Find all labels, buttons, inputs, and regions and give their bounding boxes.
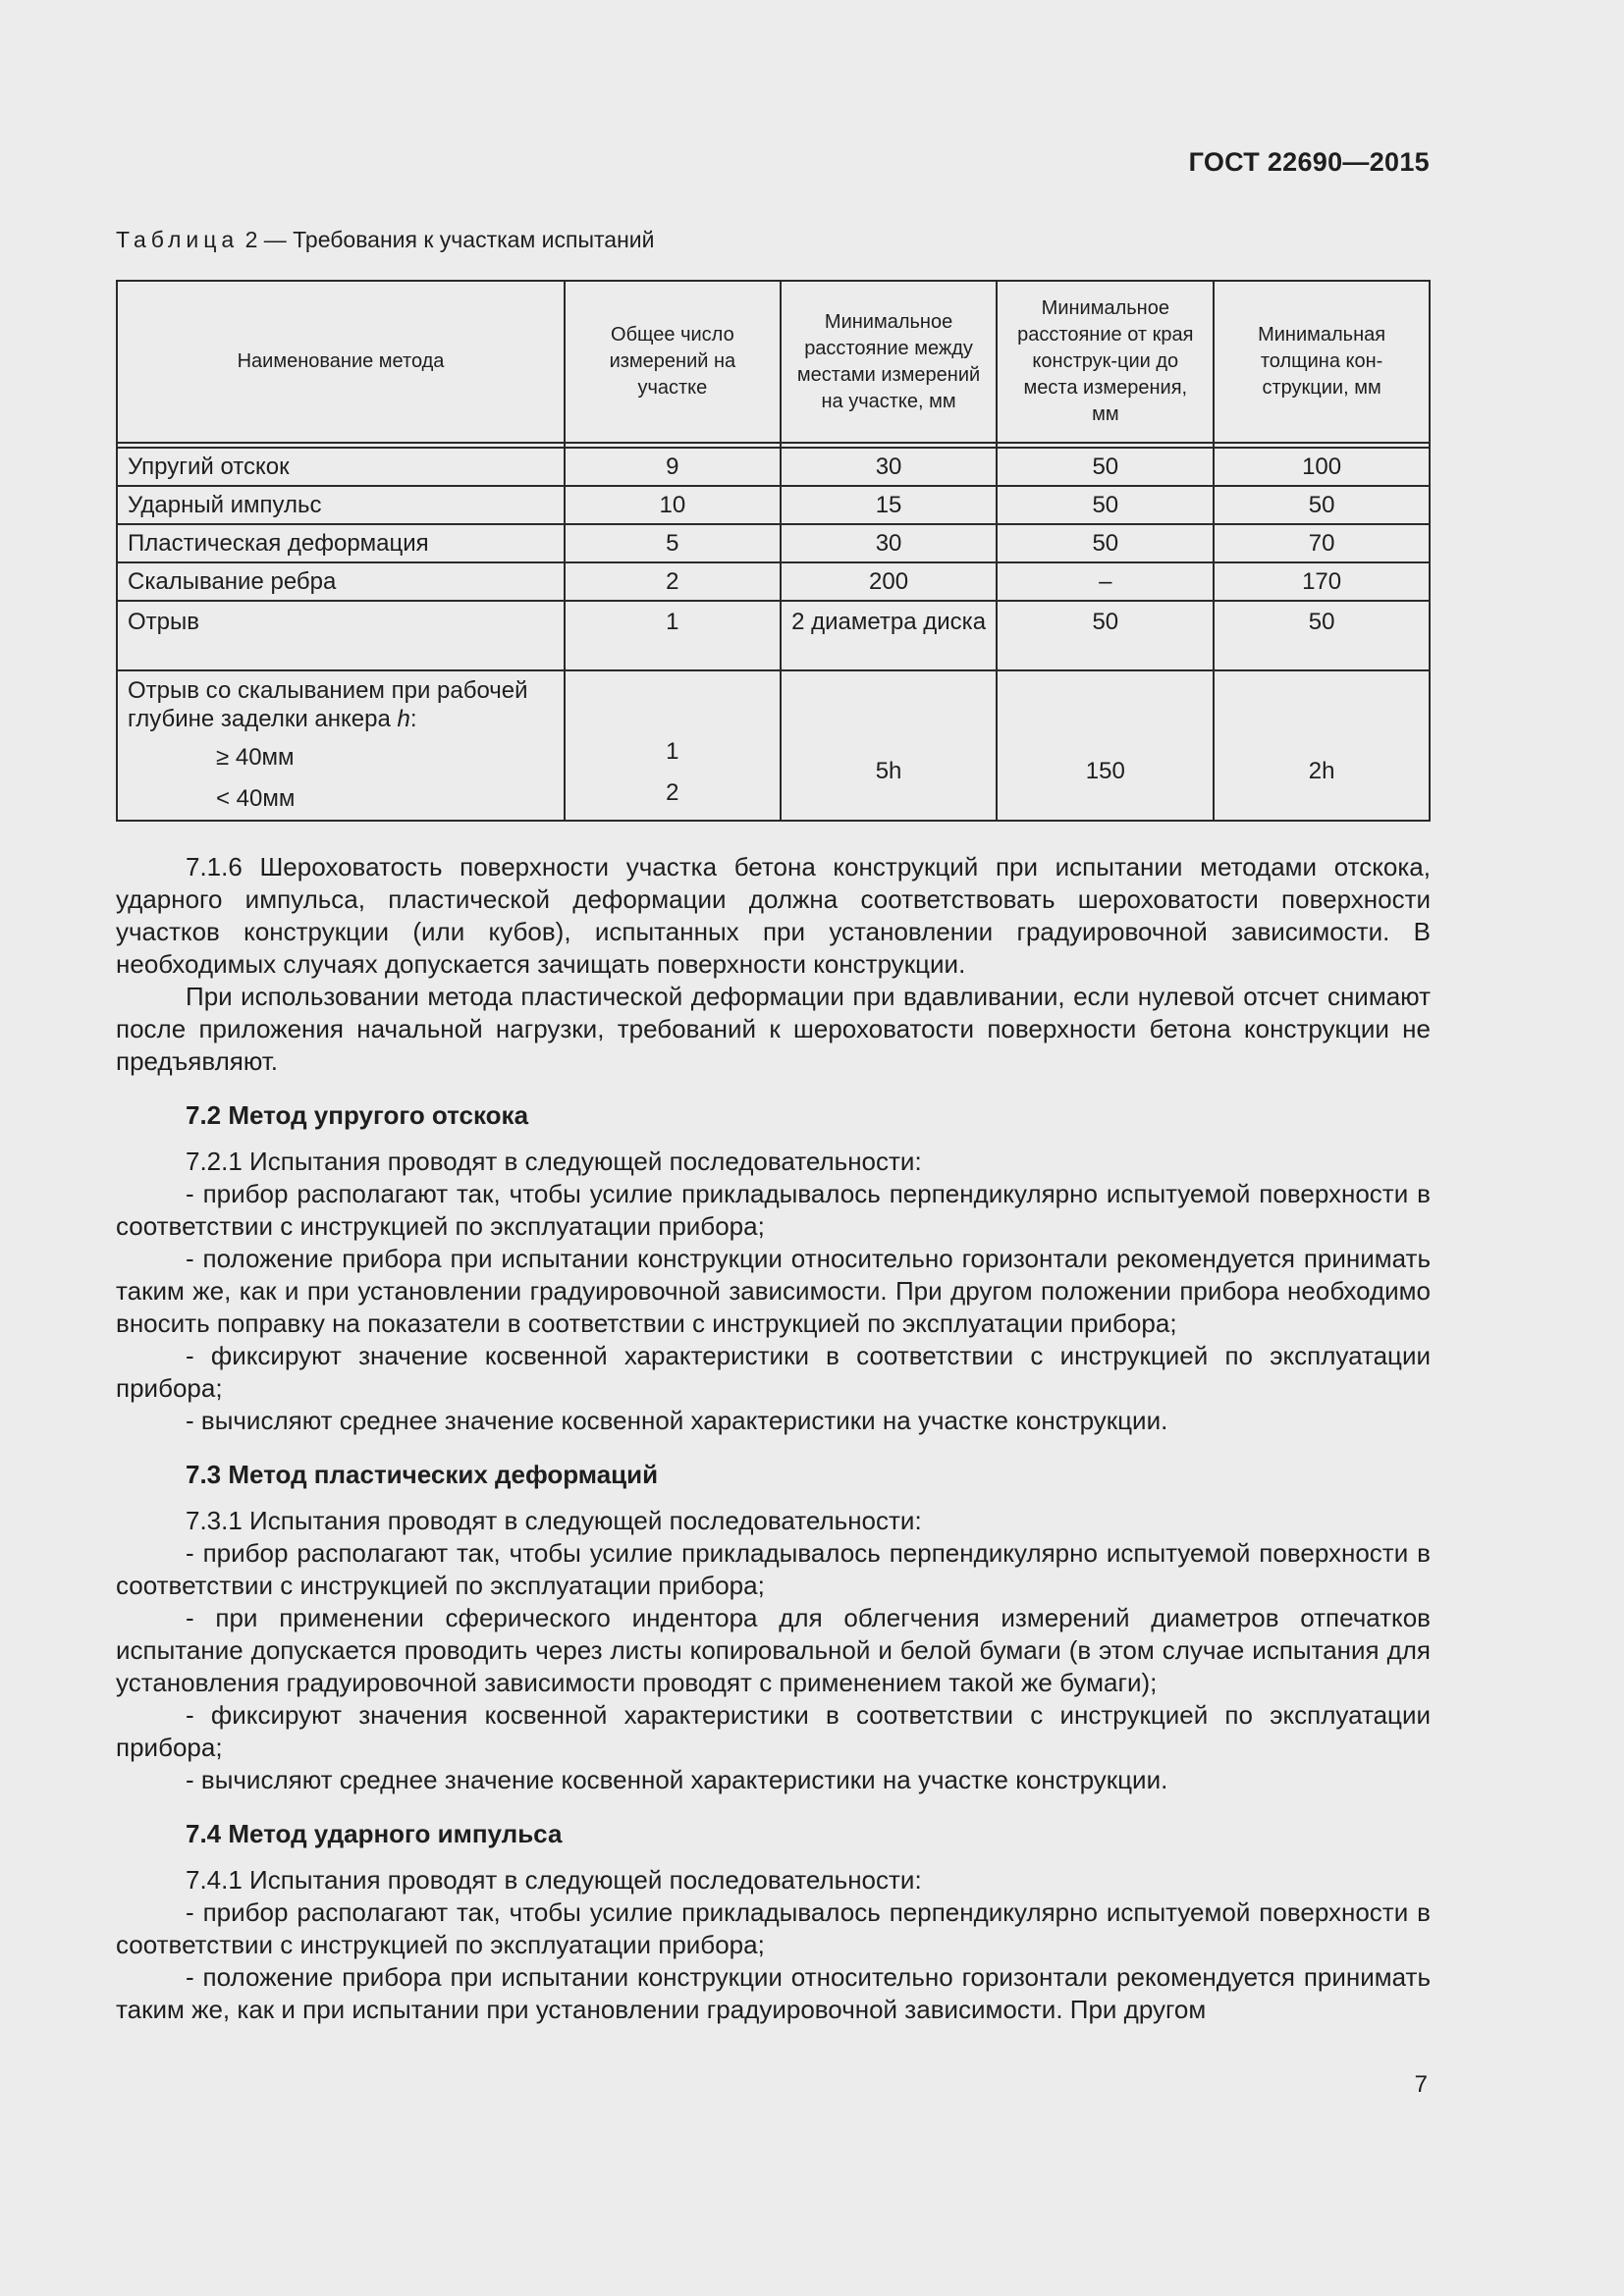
spacing-cell: 30 [781,448,998,486]
table-row [117,601,1430,670]
list-item: - вычисляют среднее значение косвенной характеристики на участке конструкции. [186,1765,1168,1794]
paragraph-7-4-1: 7.4.1 Испытания проводят в следующей последовательности: [186,1865,922,1895]
count-cell: 2 [565,562,781,601]
edge-cell: – [997,562,1214,601]
column-header: Минимальное расстояние между местами измерений на участке, мм [781,281,998,443]
paragraph-7-3-1: 7.3.1 Испытания проводят в следующей последовательности: [186,1506,922,1535]
table-header-row [117,281,1430,443]
spacing-cell: 30 [781,524,998,562]
list-item: - прибор располагают так, чтобы усилие прикладывалось перпендикулярно испытуемой поверхности в соответствии с инструкцией по эксплуатации прибора; [116,1538,1431,1600]
edge-cell: 50 [997,486,1214,524]
depth-condition-ge40: ≥ 40мм [216,744,295,771]
edge-cell: 150 [997,670,1214,821]
table-row [117,524,1430,562]
requirements-table [116,280,1431,822]
count-ge40: 1 [666,738,679,765]
method-name-cell: Скалывание ребра [117,562,565,601]
table-row [117,670,1430,821]
method-name-cell: Упругий отскок [117,448,565,486]
table-caption-title: — Требования к участкам испытаний [257,227,655,252]
list-item: - положение прибора при испытании конструкции относительно горизонтали рекомендуется принимать таким же, как и при установлении градуировочной зависимости. При другом положении прибора необходимо вносить поправку на показатели в соответствии с инструкцией по эксплуатации прибора; [116,1244,1431,1338]
method-name-cell: Пластическая деформация [117,524,565,562]
table-caption-number: 2 [244,227,258,252]
thickness-cell: 2h [1214,670,1430,821]
anchor-depth-variable: h [397,706,410,732]
count-cell [565,670,781,821]
paragraph-7-1-6: 7.1.6 Шероховатость поверхности участка бетона конструкций при испытании методами отскока, ударного импульса, пластической деформации должна соответствовать шероховатости поверхности участков конструкции (или кубов), испытанных при установлении градуировочной зависимости. В необходимых случаях допускается зачищать поверхности конструкции. [116,852,1431,979]
count-lt40: 2 [666,779,679,806]
method-name-cell: Ударный импульс [117,486,565,524]
thickness-cell: 50 [1214,601,1430,670]
section-heading-7-2: 7.2 Метод упругого отскока [186,1100,529,1130]
standard-header: ГОСТ 22690—2015 [1188,147,1430,177]
thickness-cell: 50 [1214,486,1430,524]
edge-cell: 50 [997,448,1214,486]
edge-cell: 50 [997,524,1214,562]
list-item: - вычисляют среднее значение косвенной характеристики на участке конструкции. [186,1406,1168,1435]
method-name-cell [117,670,565,821]
body-text [116,851,1431,2026]
method-name-text [128,677,528,732]
table-row [117,448,1430,486]
table-row [117,486,1430,524]
table-caption [116,227,654,253]
list-item: - при применении сферического индентора для облегчения измерений диаметров отпечатков испытание допускается проводить через листы копировальной и белой бумаги (в этом случае испытания для установления градуировочной зависимости проводят с применением такой же бумаги); [116,1603,1431,1697]
method-name-colon: : [409,706,417,732]
column-header: Общее число измерений на участке [565,281,781,443]
paragraph-7-1-6b: При использовании метода пластической деформации при вдавливании, если нулевой отсчет снимают после приложения начальной нагрузки, требований к шероховатости поверхности бетона конструкции не предъявляют. [116,982,1431,1076]
paragraph-7-2-1: 7.2.1 Испытания проводят в следующей последовательности: [186,1147,922,1176]
list-item: - прибор располагают так, чтобы усилие прикладывалось перпендикулярно испытуемой поверхности в соответствии с инструкцией по эксплуатации прибора; [116,1179,1431,1241]
count-cell: 5 [565,524,781,562]
spacing-cell: 15 [781,486,998,524]
thickness-cell: 70 [1214,524,1430,562]
list-item: - фиксируют значения косвенной характеристики в соответствии с инструкцией по эксплуатации прибора; [116,1700,1431,1762]
list-item: - прибор располагают так, чтобы усилие прикладывалось перпендикулярно испытуемой поверхности в соответствии с инструкцией по эксплуатации прибора; [116,1897,1431,1959]
column-header: Наименование метода [117,281,565,443]
table-caption-label: Таблица [116,227,240,252]
thickness-cell: 100 [1214,448,1430,486]
spacing-cell: 2 диаметра диска [781,601,998,670]
table-row [117,562,1430,601]
column-header: Минимальная толщина кон-струкции, мм [1214,281,1430,443]
depth-condition-lt40: < 40мм [216,785,296,812]
column-header: Минимальное расстояние от края конструк-ции до места измерения, мм [997,281,1214,443]
section-heading-7-3: 7.3 Метод пластических деформаций [186,1460,659,1489]
page-number: 7 [1414,2071,1428,2098]
count-cell: 1 [565,601,781,670]
edge-cell: 50 [997,601,1214,670]
list-item: - положение прибора при испытании конструкции относительно горизонтали рекомендуется принимать таким же, как и при испытании при установлении градуировочной зависимости. При другом [116,1962,1431,2024]
spacing-cell: 5h [781,670,998,821]
spacing-cell: 200 [781,562,998,601]
count-cell: 9 [565,448,781,486]
count-cell: 10 [565,486,781,524]
list-item: - фиксируют значение косвенной характеристики в соответствии с инструкцией по эксплуатации прибора; [116,1341,1431,1403]
section-heading-7-4: 7.4 Метод ударного импульса [186,1819,563,1848]
method-name-cell: Отрыв [117,601,565,670]
thickness-cell: 170 [1214,562,1430,601]
method-name-part: Отрыв со скалыванием при рабочей глубине заделки анкера [128,677,528,732]
